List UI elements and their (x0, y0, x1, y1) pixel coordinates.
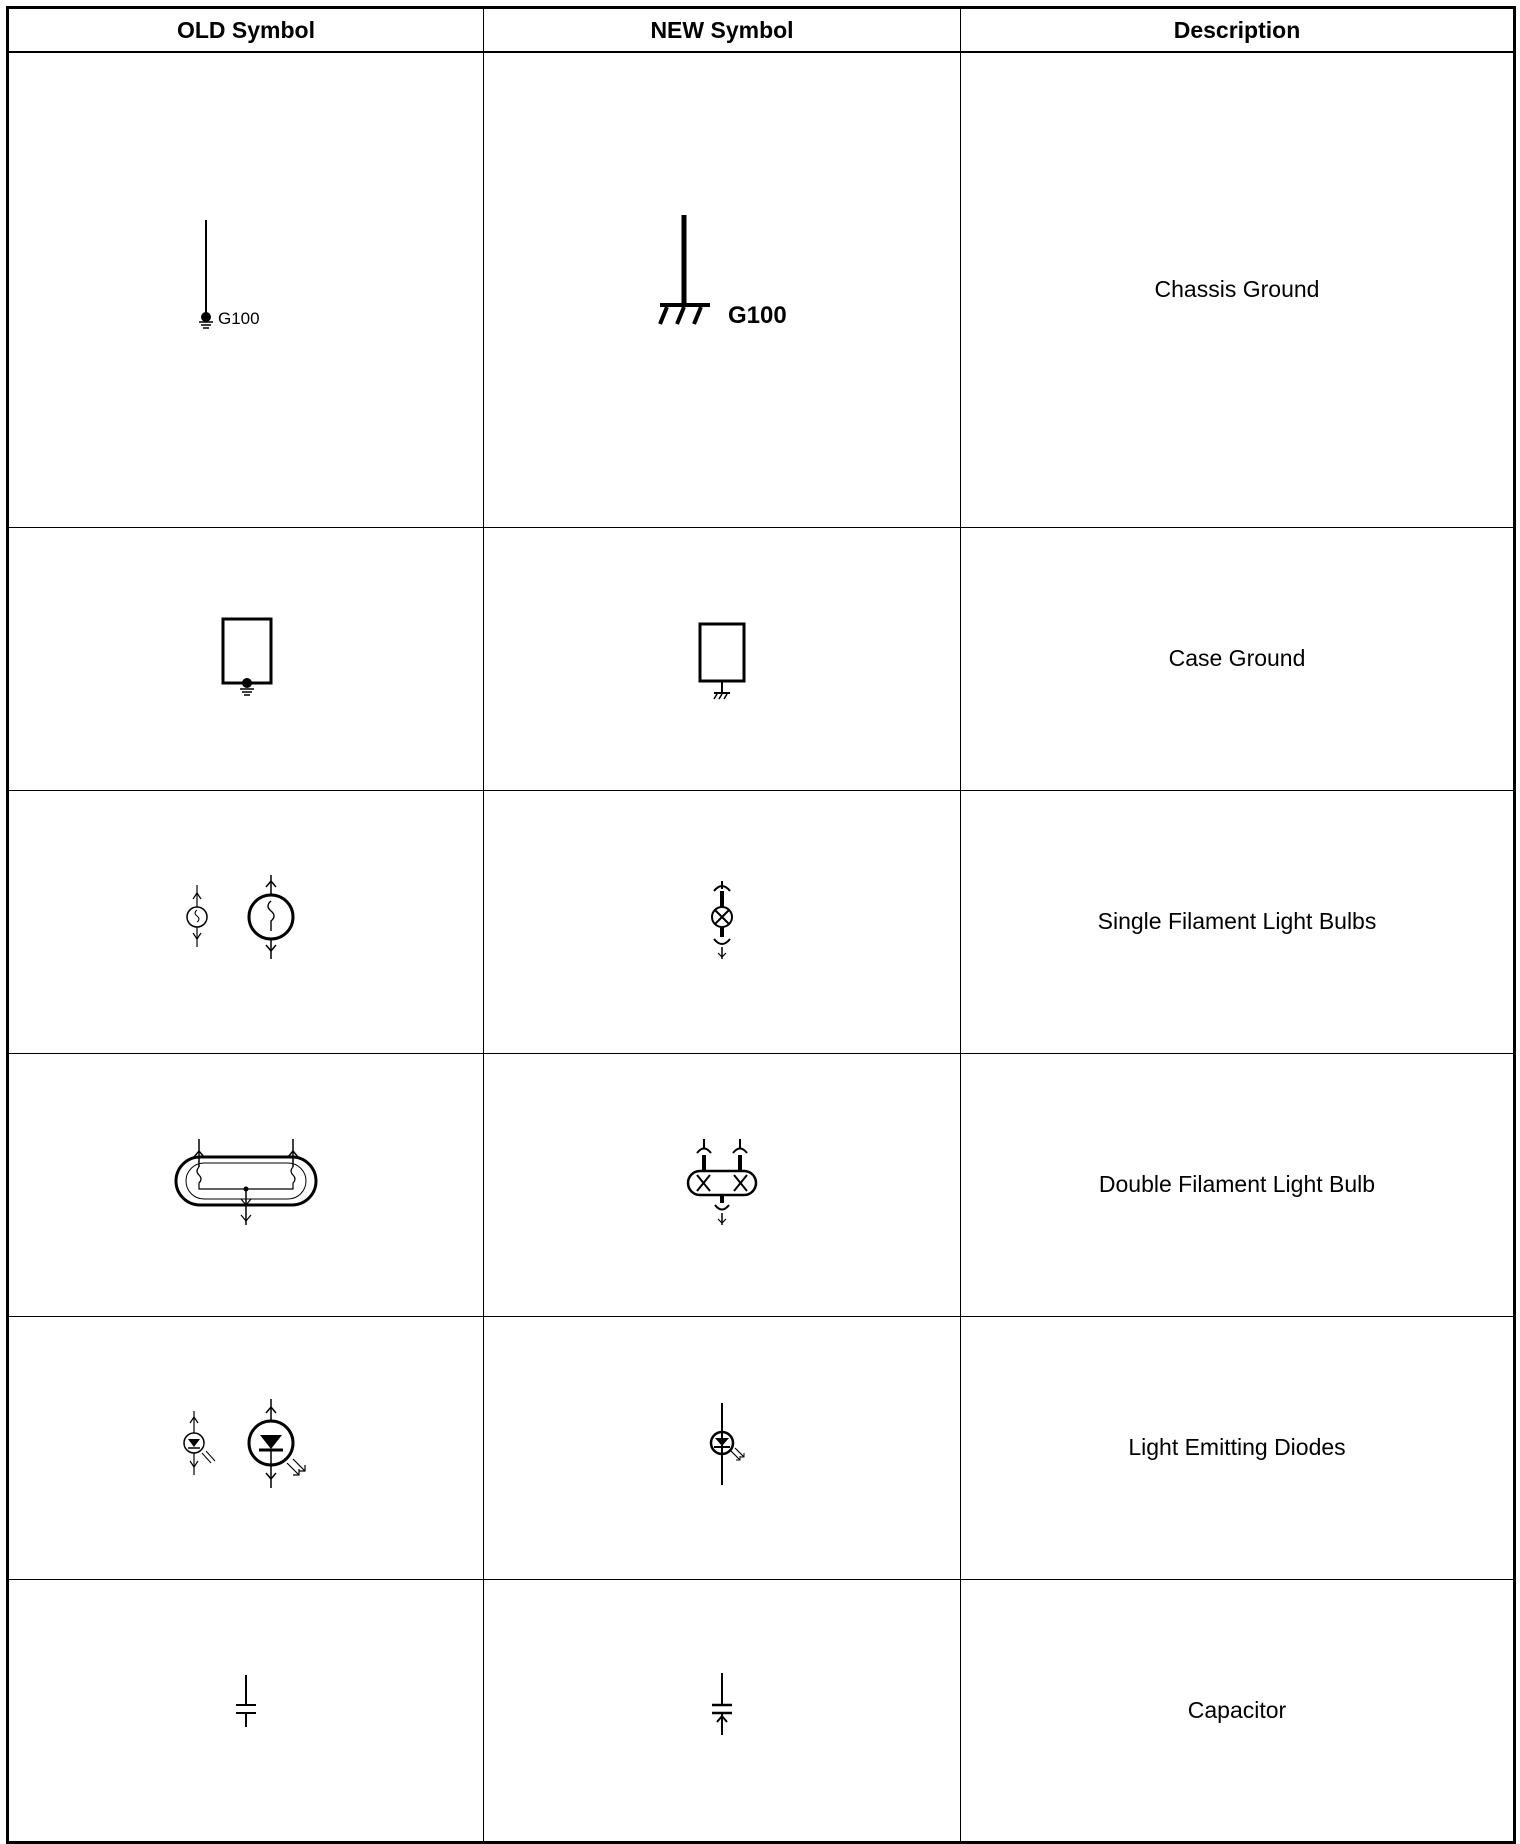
table-row (8, 790, 1515, 1053)
new-capacitor-symbol (672, 1655, 772, 1765)
new-chassis-ground-symbol (622, 210, 822, 370)
old-double-filament-symbol (156, 1125, 336, 1245)
new-double-filament-symbol (657, 1125, 787, 1245)
header-row (8, 8, 1515, 53)
new-capacitor-cell (484, 1579, 961, 1842)
old-case-ground-cell (8, 527, 484, 790)
symbol-table (6, 6, 1516, 1844)
new-chassis-ground-cell (484, 52, 961, 527)
table-row (8, 1579, 1515, 1842)
double-filament-description: Double Filament Light Bulb (961, 1053, 1515, 1316)
new-led-cell (484, 1316, 961, 1579)
old-single-filament-symbol (166, 867, 326, 977)
old-single-filament-cell (8, 790, 484, 1053)
chassis-ground-description: Chassis Ground (961, 52, 1515, 527)
single-filament-description: Single Filament Light Bulbs (961, 790, 1515, 1053)
new-double-filament-cell (484, 1053, 961, 1316)
table-row (8, 1053, 1515, 1316)
old-chassis-ground-cell (8, 52, 484, 527)
table-row (8, 1316, 1515, 1579)
description-header: Description (961, 8, 1515, 53)
table-row (8, 52, 1515, 527)
old-case-ground-symbol (196, 604, 296, 714)
case-ground-description: Case Ground (961, 527, 1515, 790)
new-chassis-ground-label: G100 (728, 301, 787, 329)
old-chassis-ground-label: G100 (218, 308, 260, 328)
old-capacitor-cell (8, 1579, 484, 1842)
new-single-filament-symbol (672, 867, 772, 977)
old-capacitor-symbol (196, 1655, 296, 1765)
new-case-ground-symbol (672, 604, 772, 714)
old-chassis-ground-symbol (166, 210, 326, 370)
new-led-symbol (672, 1393, 772, 1503)
new-case-ground-cell (484, 527, 961, 790)
new-symbol-header: NEW Symbol (484, 8, 961, 53)
old-led-cell (8, 1316, 484, 1579)
led-description: Light Emitting Diodes (961, 1316, 1515, 1579)
old-double-filament-cell (8, 1053, 484, 1316)
new-single-filament-cell (484, 790, 961, 1053)
capacitor-description: Capacitor (961, 1579, 1515, 1842)
old-led-symbol (161, 1393, 331, 1503)
old-symbol-header: OLD Symbol (8, 8, 484, 53)
table-row (8, 527, 1515, 790)
